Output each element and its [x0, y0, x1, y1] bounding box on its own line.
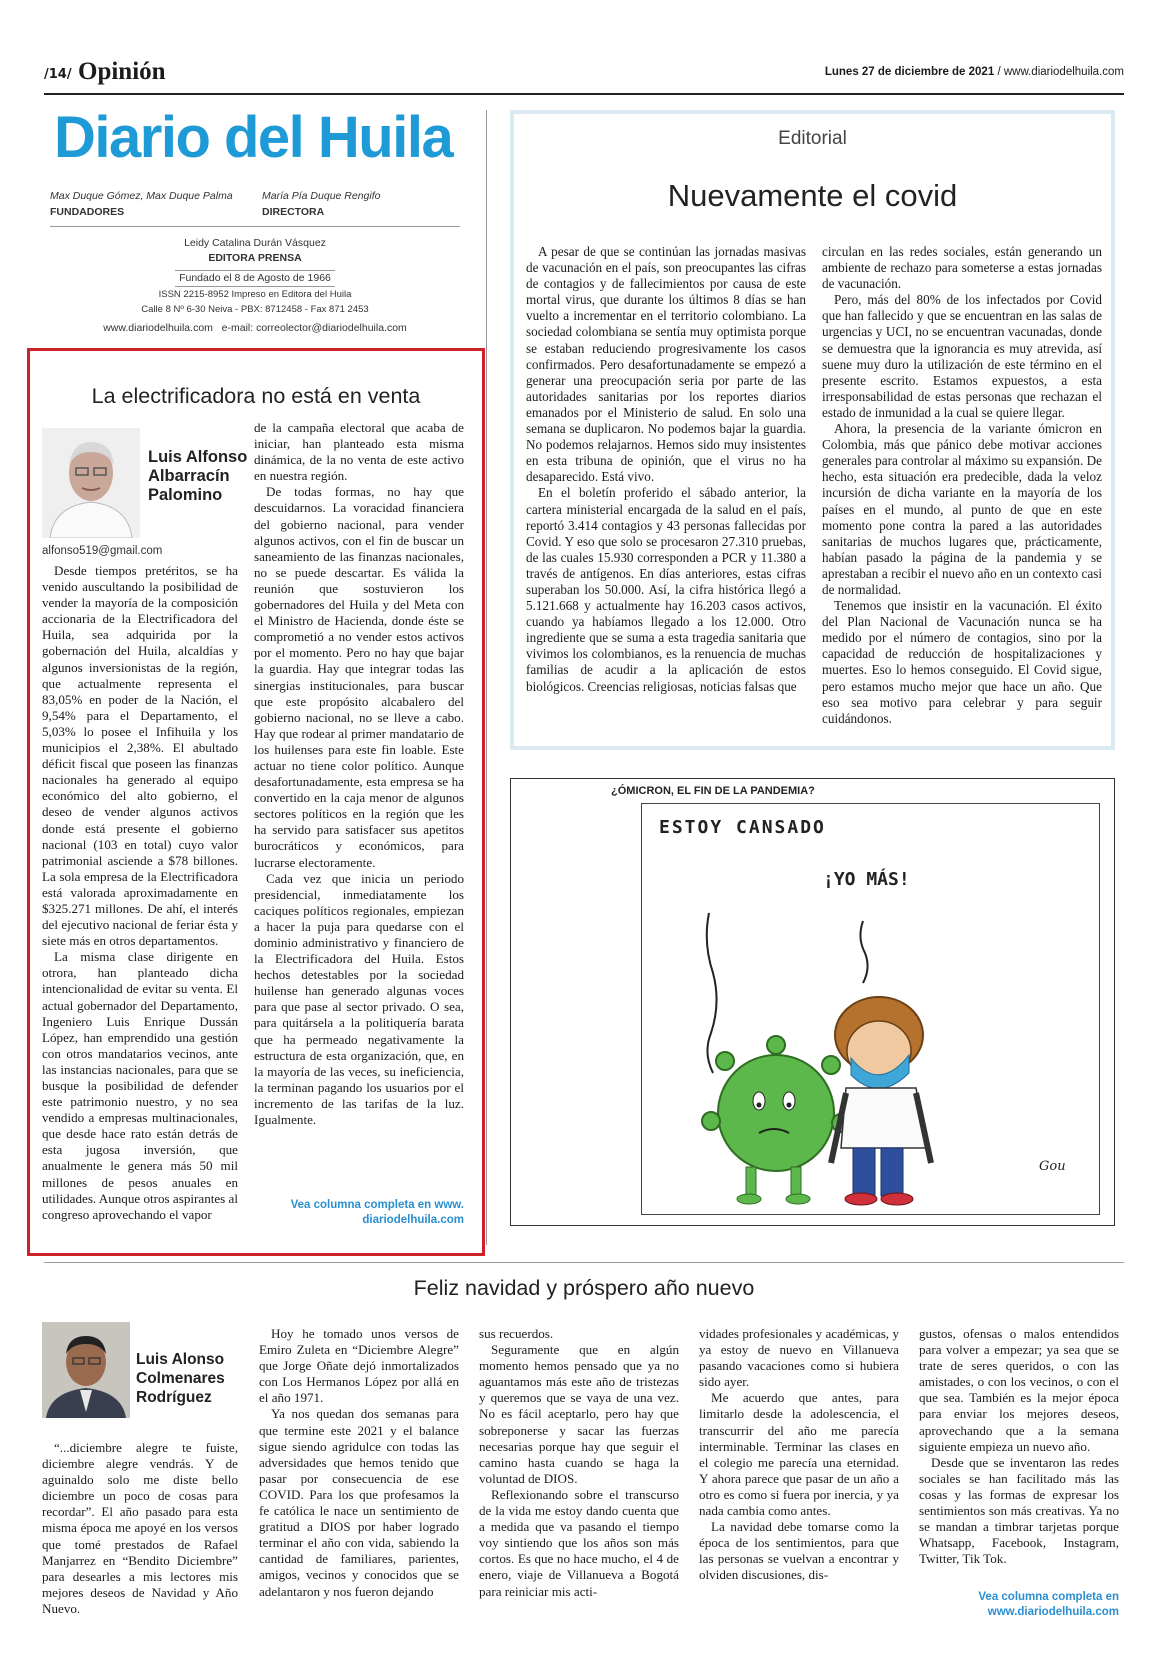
header-url[interactable]: / www.diariodelhuila.com	[997, 66, 1124, 78]
column2-paragraph: Seguramente que en algún momento hemos pensado que ya no aguantamos más este año de tristezas y queremos que se vaya de una vez. No es fácil aceptarlo, pero hay que sobreponerse y sacar las fuerzas necesarias porque hay que seguir el camino hasta cuando se haga la voluntad de DIOS.	[479, 1342, 679, 1486]
author-photo	[42, 428, 140, 538]
column2-paragraph: sus recuerdos.	[479, 1326, 554, 1341]
column2-title: Feliz navidad y próspero año nuevo	[413, 1276, 755, 1300]
editorial-paragraph: A pesar de que se continúan las jornadas masivas de vacunación en el país, son preocupantes las cifras de contagios y de fallecimientos por causa de este mortal virus, que durante los últimos 8 días se han vuelto a incrementar en el territorio colombiano. La sociedad colombiana se sentía muy optimista porque se estaban reduciendo progresivamente los casos confirmados. Pero desafortunadamente se empezó a generar una preocupación seria por parte de las autoridades sanitarias por los reportes diarios emanados por el Ministerio de salud. En solo una semana se duplicaron. No podemos bajar la guardia. No podemos relajarnos. Hemos sido muy insistentes en esta tribuna de opinión, que el virus no ha desaparecido. Está vivo.	[526, 244, 806, 485]
page-date	[825, 66, 1124, 78]
masthead-rule	[50, 226, 460, 227]
boy-character	[831, 997, 931, 1205]
editorial-col-1	[526, 244, 806, 726]
column1-paragraph: La misma clase dirigente en otrora, han planteado dicha intencionalidad de evitar su venta. El actual gobernador del Departamento, Ingeniero Luis Enrique Dussán López, han emprendido una gestión con otros mandatarios vecinos, ante las instancias nacionales, para que se busque la posibilidad de defender este patrimonio nuestro, y no sea vendido a empresas multinacionales, que desde hace rato están detrás de esta jugosa inversión, que anualmente le genera más 50 mil millones de pesos anuales en utilidades. Aunque otros aspirantes al congreso aprovechando el vapor	[42, 949, 238, 1222]
issn-line: ISSN 2215-8952 Impreso en Editora del Huila	[158, 289, 352, 300]
header-rule	[44, 93, 1124, 95]
cartoon-bubble-2: ¡YO MÁS!	[823, 869, 910, 890]
web-email-line[interactable]: www.diariodelhuila.com e-mail: correolector@diariodelhuila.com	[103, 322, 407, 334]
director	[262, 190, 380, 218]
column1-author: Luis Alfonso Albarracín Palomino	[148, 448, 248, 504]
editor-name: Leidy Catalina Durán Vásquez	[184, 237, 326, 249]
column2-paragraph: gustos, ofensas o malos entendidos para volver a empezar; ya sea que se trate de seres queridos, o con las amistades, o con los vecinos, o con el que sea. También es la mejor época para enviar los mejores deseos, aprovechando que a la semana siguiente empieza un nuevo año.	[919, 1326, 1119, 1454]
cartoon-bubble-1: ESTOY CANSADO	[659, 817, 826, 838]
column-divider	[486, 110, 487, 1245]
column1-paragraph: De todas formas, no hay que descuidarnos. La voracidad financiera del gobierno nacional, para vender algunos activos, con el fin de buscar un saneamiento de las finanzas nacionales, no se puede descartar. Es válida la reunión que sostuvieron los gobernadores del Huila y del Meta con el Ministro de Hacienda, donde éste se comprometió a no vender estos activos por el momento. Pero no hay que bajar la guardia. Hay que integrar todas las sinergias institucionales, para buscar que este propósito alcabalero del gobierno nacional, no se lleve a cabo. Hay que rodear al primer mandatario de los huilenses para este fin loable. Este actuar no tiene color político. Aunque desafortunadamente, esta empresa se ha convertido en la caja menor de algunos sectores políticos en la región que les ha servido para satisfacer sus apetitos burocráticos y económicos, para lucrarse electoramente.	[254, 484, 464, 870]
column1-col-2	[254, 420, 464, 1190]
director-label: DIRECTORA	[262, 206, 325, 218]
column2-paragraph: “...diciembre alegre te fuiste, diciembre alegre vendrás. Y de aguinaldo solo me diste bello diciembre un poco de cosas para recordar”. El año pasado para esta misma época me apoyé en los versos que tomé prestados de Rafael Manjarrez en “Bendito Diciembre” para desearles a mis lectores mis mejores deseos de Navidad y Año Nuevo.	[42, 1440, 238, 1616]
virus-character	[702, 1036, 850, 1204]
page-header	[44, 60, 1124, 88]
section-title: Opinión	[78, 58, 166, 85]
editorial-col-2	[822, 244, 1102, 726]
cartoon-title: ¿ÓMICRON, EL FIN DE LA PANDEMIA?	[611, 785, 815, 797]
editorial-paragraph: En el boletín proferido el sábado anterior, la cartera ministerial encargada de la salud en el país, reportó 3.414 contagios y 43 personas fallecidas por Covid. Y eso que solo se procesaron 27.310 pruebas, de las cuales 15.930 corresponden a PCR y 11.380 a través de antígenos. En días anteriores, estas cifras superaban los 50.000. Así, la cifra histórica llegó a 5.121.668 y actualmente hay 16.203 casos activos, cuando ya habíamos llegado a los 12.000. Otro ingrediente que se suma a esta tragedia sanitaria que vivimos los colombianos, es la renuencia de muchas familias de acudir a la aplicación de estos biológicos. Creencias religiosas, noticias falsas que	[526, 485, 806, 694]
column2-paragraph: Desde que se inventaron las redes sociales se han facilitado más las cosas y las formas de expresar los sentimientos son más creativas. Ya no se mandan a timbrar tarjetas porque Whatsapp, Facebook, Instagram, Twitter, Tik Tok.	[919, 1454, 1119, 1567]
masthead-credits	[50, 236, 460, 336]
author2-photo	[42, 1322, 130, 1418]
founders	[50, 190, 233, 218]
column2-paragraph: Me acuerdo que antes, para limitarlo desde la adolescencia, el transcurrir del año me parecía interminable. Terminar las clases en el colegio me parecía una eternidad. Y ahora parece que pasar de un año a otro es como si fuera por inercia, y ya nada cambia como antes.	[699, 1390, 899, 1519]
editorial-paragraph: Ahora, la presencia de la variante ómicron en Colombia, más que pánico debe motivar acciones generales para controlar al máximo su expansión. De hecho, esta situación era predecible, dada la veloz incursión de dicha variante en la mayoría de los países en el mundo, al punto de que en este momento pone contra la pared a las autoridades sanitarias de muchos lugares que, prácticamente, habían pasado la página de la pandemia y se aprestaban a recibir el nuevo año en un contexto casi de normalidad.	[822, 421, 1102, 597]
editorial-paragraph: Tenemos que insistir en la vacunación. El éxito del Plan Nacional de Vacunación nunca se ha medido por el número de contagios, sino por la capacidad de reducción de hospitalizaciones y muertes. Eso lo hemos conseguido. El Covid sigue, pero estamos mucho mejor que hace un año. Que eso sea motivo para celebrar y para seguir cuidándonos.	[822, 598, 1102, 726]
editor-label: EDITORA PRENSA	[208, 252, 302, 264]
column2-paragraph: vidades profesionales y académicas, y ya estoy de nuevo en Villanueva pasando vacaciones como si hubiera sido ayer.	[699, 1326, 899, 1390]
column1-more-link[interactable]: Vea columna completa en www. diariodelhuila.com	[290, 1199, 464, 1226]
editorial-kicker: Editorial	[778, 128, 847, 149]
column2-paragraph: Reflexionando sobre el transcurso de la vida me estoy dando cuenta que a medida que va pasando el tiempo voy sintiendo que los años son más cortos. Es que no hace mucho, el 4 de enero, viaje de Villanueva a Bogotá para reiniciar mis acti-	[479, 1486, 679, 1599]
column1-col-1	[42, 563, 238, 1245]
bottom-rule	[44, 1262, 1124, 1263]
page-number: /14/	[44, 67, 72, 82]
column2-col-5	[919, 1326, 1119, 1582]
cartoon-drawing	[641, 803, 1098, 1213]
column2-more-link[interactable]: Vea columna completa en www.diariodelhuila.com	[978, 1591, 1119, 1618]
column2-col-3	[479, 1326, 679, 1636]
column2-paragraph: Hoy he tomado unos versos de Emiro Zuleta en “Diciembre Alegre” que Jorge Oñate dejó inmortalizados con Los Hermanos López por allá en el año 1971.	[259, 1326, 459, 1406]
column2-author: Luis Alonso Colmenares Rodríguez	[136, 1351, 225, 1406]
founded-date: Fundado el 8 de Agosto de 1966	[175, 270, 335, 287]
cartoon-signature: Gou	[1039, 1159, 1066, 1174]
column2-paragraph: La navidad debe tomarse como la época de los sentimientos, para que las personas se vuelvan a encontrar y olviden discusiones, dis-	[699, 1519, 899, 1583]
column1-paragraph: Desde tiempos pretéritos, se ha venido auscultando la posibilidad de vender la mayoría de la composición accionaria de la Electrificadora del Huila, sea adquirida por la gobernación del Huila, alcaldías y algunos inversionistas de la región, que actualmente representa el 83,05% en poder de la Nación, el 9,54% para el Departamento, el 5,03% lo posee el Infihuila y los municipios el 2,38%. El abultado déficit fiscal que poseen las finanzas nacionales ha generado al equipo económico del alto gobierno, el deseo de vender algunos activos donde está presente el gobierno nacional (103 en total) cuyo valor patrimonial asciende a $78 billones. La sola empresa de la Electrificadora está valorada aproximadamente en $325.271 millones. De ahí, el interés del ejecutivo nacional de feriar ésta y siete más en otros departamentos.	[42, 563, 238, 949]
director-name: María Pía Duque Rengifo	[262, 190, 381, 202]
founders-label: FUNDADORES	[50, 206, 125, 218]
column1-title: La electrificadora no está en venta	[91, 384, 421, 408]
founders-names: Max Duque Gómez, Max Duque Palma	[50, 190, 233, 202]
address-line: Calle 8 Nº 6-30 Neiva - PBX: 8712458 - Fax 871 2453	[141, 304, 369, 315]
masthead-logo: Diario del Huila	[54, 105, 453, 170]
editorial-title: Nuevamente el covid	[667, 178, 958, 213]
column2-col-4	[699, 1326, 899, 1636]
column1-paragraph: de la campaña electoral que acaba de iniciar, han planteado esta misma dinámica, de la no venta de este activo en nuestra región.	[254, 420, 464, 484]
editorial-paragraph: circulan en las redes sociales, están generando un ambiente de rechazo para someterse a estas jornadas de vacunación.	[822, 244, 1102, 292]
column2-col-2	[259, 1326, 459, 1636]
column2-col-1	[42, 1440, 238, 1640]
column1-email[interactable]: alfonso519@gmail.com	[42, 545, 163, 557]
editorial-paragraph: Pero, más del 80% de los infectados por Covid que han fallecido y que se encuentran en las salas de urgencias y UCI, no se encuentran vacunadas, donde se demuestra que la ignorancia es muy atrevida, así suene muy duro la utilización de este término en el presente escrito. Estamos expuestos, a esta irresponsabilidad de estas personas que rechazan el estado de inmunidad a la cual se quiere llegar.	[822, 292, 1102, 420]
column2-paragraph: Ya nos quedan dos semanas para que termine este 2021 y el balance sigue siendo agridulce con todas las adversidades que hemos tenido que pasar por consecuencia de ese COVID. Para los que profesamos la fe católica le nace un sentimiento de gratitud a DIOS por haber logrado terminar el año con vida, sabiendo la cantidad de familiares, parientes, amigos, vecinos y conocidos que se adelantaron y nos fueron dejando	[259, 1406, 459, 1599]
date-text: Lunes 27 de diciembre de 2021	[824, 66, 995, 78]
cartoon-frame	[510, 778, 1115, 1226]
column1-paragraph: Cada vez que inicia un periodo presidencial, inmediatamente los caciques políticos regionales, empiezan a hacer la puja para quedarse con el dominio administrativo y financiero de la Electrificadora del Huila. Estos hechos detestables por la sociedad huilense han generado algunas voces para que pase al sector privado. O sea, para quitársela a la politiquería barata que ha permeado negativamente la estructura de esta organización, que, en la mayoría de las veces, su ineficiencia, la terminan pagando los usuarios por el incremento de las tarifas de la luz. Igualmente.	[254, 870, 464, 1128]
